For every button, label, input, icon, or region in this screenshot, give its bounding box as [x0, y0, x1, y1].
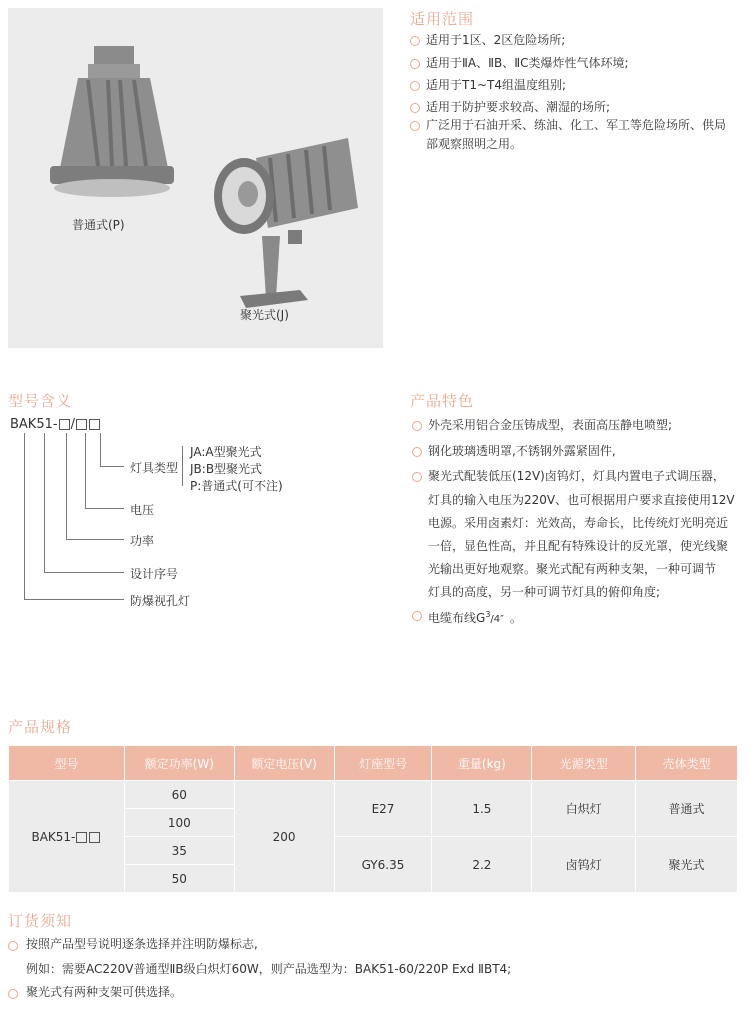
spot-lamp-caption: 聚光式(J)	[240, 308, 289, 322]
bullet-icon	[410, 81, 420, 91]
scope-title: 适用范围	[410, 10, 475, 28]
bullet-icon	[412, 421, 422, 431]
bullet-icon	[412, 611, 422, 621]
cable-thread-line	[428, 607, 522, 628]
feature-line: 电源。采用卤素灯：光效高，寿命长，比传统灯光明亮近	[428, 516, 729, 530]
feature-line: 聚光式配装低压(12V)卤钨灯，灯具内置电子式调压器，	[428, 469, 725, 483]
feature-line: 灯具的高度，另一种可调节灯具的俯仰角度;	[428, 585, 661, 599]
table-row	[9, 781, 738, 809]
model-cell	[9, 781, 125, 893]
shell-cell: 聚光式	[636, 837, 738, 893]
cable-thread-text: 电缆布线G	[428, 611, 486, 625]
bullet-icon	[412, 472, 422, 482]
feature-line: 灯具的输入电压为220V、也可根据用户要求直接使用12V	[428, 493, 735, 507]
normal-lamp-caption: 普通式(P)	[72, 218, 125, 232]
source-cell: 卤钨灯	[532, 837, 636, 893]
lamp-type-label: 灯具类型	[130, 461, 179, 475]
model-cell-text: BAK51-	[31, 829, 76, 844]
lamp-illustration	[8, 8, 383, 348]
bullet-icon	[8, 941, 18, 951]
source-cell: 白炽灯	[532, 781, 636, 837]
socket-cell: GY6.35	[334, 837, 432, 893]
cable-thread-end: 。	[509, 611, 522, 625]
scope-item: 适用于防护要求较高、潮湿的场所;	[426, 100, 611, 114]
scope-item: 广泛用于石油开采、练油、化工、军工等危险场所、供局	[426, 118, 727, 132]
power-cell: 35	[124, 837, 234, 865]
power-cell: 100	[124, 809, 234, 837]
box-icon	[89, 832, 100, 843]
lamp-type-option: JB:B型聚光式	[190, 462, 263, 476]
col-header: 光源类型	[532, 746, 636, 781]
spec-header-row	[9, 746, 738, 781]
shell-cell: 普通式	[636, 781, 738, 837]
box-icon	[59, 419, 70, 430]
power-cell: 60	[124, 781, 234, 809]
cable-thread-sup: 3	[485, 610, 491, 619]
power-cell: 50	[124, 865, 234, 893]
box-icon	[76, 419, 87, 430]
bullet-icon	[410, 103, 420, 113]
bullet-icon	[410, 121, 420, 131]
spec-title: 产品规格	[8, 718, 73, 736]
features-title: 产品特色	[410, 392, 475, 410]
scope-item: 适用于T1~T4组温度组别;	[426, 78, 567, 92]
product-label: 防爆视孔灯	[130, 594, 191, 608]
product-photo-panel	[8, 8, 383, 348]
model-code-sep: /	[70, 417, 75, 432]
col-header: 型号	[9, 746, 125, 781]
feature-line: 一倍，显色性高，并且配有特殊设计的反光罩，使光线聚	[428, 539, 729, 553]
model-title: 型号含义	[8, 392, 73, 410]
cable-thread-frac: /4″	[490, 614, 504, 625]
lamp-type-option: P:普通式(可不注)	[190, 479, 283, 493]
feature-line: 钢化玻璃透明罩,不锈钢外露紧固件,	[428, 444, 616, 458]
box-icon	[89, 419, 100, 430]
order-title: 订货须知	[8, 912, 73, 930]
bullet-icon	[410, 59, 420, 69]
socket-cell: E27	[334, 781, 432, 837]
col-header: 重量(kg)	[432, 746, 532, 781]
model-code-prefix: BAK51-	[10, 417, 58, 432]
box-icon	[76, 832, 87, 843]
col-header: 灯座型号	[334, 746, 432, 781]
voltage-cell: 200	[234, 781, 334, 893]
model-code	[10, 417, 101, 432]
order-example: 例如：需要AC220V普通型ⅡB级白炽灯60W，则产品选型为：BAK51-60/220P Exd ⅡBT4;	[26, 962, 512, 976]
weight-cell: 2.2	[432, 837, 532, 893]
col-header: 壳体类型	[636, 746, 738, 781]
voltage-label: 电压	[130, 503, 155, 517]
bullet-icon	[410, 36, 420, 46]
spot-lamp-image	[214, 138, 358, 308]
scope-item: 部观察照明之用。	[426, 137, 523, 151]
bullet-icon	[412, 447, 422, 457]
scope-item: 适用于ⅡA、ⅡB、ⅡC类爆炸性气体环境;	[426, 56, 629, 70]
feature-line: 光输出更好地观察。聚光式配有两种支架，一种可调节	[428, 562, 717, 576]
power-label: 功率	[130, 534, 155, 548]
col-header: 额定电压(V)	[234, 746, 334, 781]
feature-line: 外壳采用铝合金压铸成型，表面高压静电喷塑;	[428, 418, 673, 432]
order-line: 按照产品型号说明逐条选择并注明防爆标志,	[26, 937, 258, 951]
order-line: 聚光式有两种支架可供选择。	[26, 985, 183, 999]
normal-lamp-image	[50, 46, 174, 197]
bullet-icon	[8, 989, 18, 999]
lamp-type-option: JA:A型聚光式	[190, 445, 262, 459]
design-no-label: 设计序号	[130, 567, 179, 581]
scope-item: 适用于1区、2区危险场所;	[426, 33, 566, 47]
spec-table	[8, 745, 738, 893]
weight-cell: 1.5	[432, 781, 532, 837]
col-header: 额定功率(W)	[124, 746, 234, 781]
